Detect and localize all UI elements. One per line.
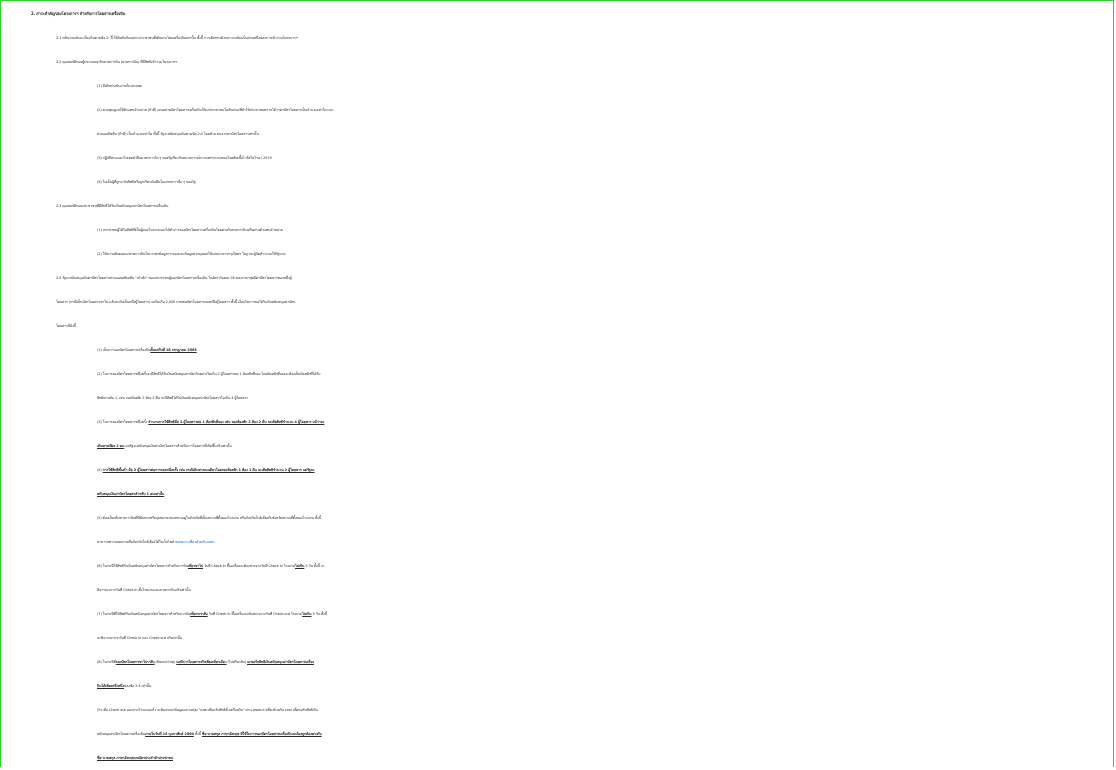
condition-7-text: (7) ในกรณีที่ใช้สิทธิรับเงินสนับสนุนค่าบัตรโดยสารสำหรับการบิน — [97, 612, 191, 616]
condition-2-line1: (2) ในการจองบัตรโดยสารหนึ่งครั้งจะมีสิทธิได้รับเงินสนับสนุนค่าบัตรโดยสารไม่เกิน 2 ผู้โดยสารต่อ 1 ห้องพักที่จอง โดยห้องพักที่จองจะต้องเป็นห้องพักที่ได้รับ — [97, 372, 321, 376]
document-body — [0, 2, 1112, 770]
clause-2-2: 2.2 คุณสมบัติของผู้ประกอบธุรกิจสายการบิน (สายการบิน) ที่มีสิทธิเข้าร่วมโครงการฯ — [56, 60, 178, 64]
condition-8-line2 — [0, 674, 1112, 698]
item-2-3-1: (1) ประชาชนผู้ได้รับสิทธิที่เป็นผู้จองโรงแรมและได้ทำการจองบัตรโดยสารเครื่องบินโดยตรงกับสายการบินหรือผ่านตัวแทนจำหน่าย — [97, 228, 283, 232]
section-heading: 2. สาระสำคัญของโครงการฯ สำหรับการโดยสารเครื่องบิน — [31, 11, 126, 16]
item-2-2-4: (4) ไม่เป็นผู้ที่ถูกระงับสิทธิหรือถูกเรียกเงินคืนในมาตรการอื่น ๆ ของรัฐ — [97, 180, 196, 184]
condition-3-tail: แต่รัฐจะสนับสนุนเงินค่าบัตรโดยสารสำหรับการโดยสารที่เกิดขึ้นจริงเท่านั้น — [124, 444, 232, 448]
item-2-2-2-line2: ค่าคอมมิชชั่น (ถ้ามี) เป็นจำนวนเท่าใด ทั้งนี้ รัฐจะสนับสนุนเงินตามข้อ 2.4 โดยคำนวณจากค่าบัตรโดยสารเท่านั้น — [97, 132, 259, 136]
condition-8-mid2: (ไปหรือกลับ) — [226, 660, 247, 664]
condition-8-oneway: แต่มีการโดยสารจริงเพียงเที่ยวเดียว — [176, 660, 227, 664]
condition-7-line2: จะพิจารณาจากวันที่ Check in และ Check out จริงเท่านั้น — [97, 636, 182, 640]
condition-3-emphasis-2: เดินทางเพียง 2 คน — [97, 444, 125, 448]
condition-8-tail: ของข้อ 2.4 เท่านั้น — [123, 684, 152, 688]
condition-4-emphasis: การใช้สิทธิขั้นต่ำ คือ 2 ผู้โดยสารต่อการจองหนึ่งครั้ง เช่น กรณีเดินทางคนเดียวโดยจองห้องพัก 1 ห้อง 1 คืน จะเสียสิทธิจำนวน 2 ผู้โดยสาร แต่รัฐจะ — [102, 468, 315, 472]
condition-9-id-card: ชื่อ-นามสกุล ภาษาอังกฤษบนบัตรประจำตัวประชาชน — [97, 756, 174, 760]
condition-4-emphasis-2: สนับสนุนเงินค่าบัตรโดยสาสำหรับ 1 คนเท่านั้น — [97, 492, 165, 496]
condition-7-mid: วันที่ Check in ขึ้นเครื่องจะต้องห่างจากวันที่ Check out โรงแรม — [207, 612, 303, 616]
item-2-2-2-line1: (2) ควบคุมดูแลให้ตัวแทนจำหน่าย (ถ้ามี) เสนอขายบัตรโดยสารเครื่องบินให้แก่ประชาชนในลักษณะที่ทำให้ประชาชนทราบได้ว่าค่าบัตรโดยสารเป็นจำนวนเท่าใด และ — [97, 108, 334, 112]
condition-6-line2: พิจารณาจากวันที่ Check in ทั้งโรงแรมและสายการบินจริงเท่านั้น — [97, 588, 191, 592]
condition-8-line1 — [0, 650, 1112, 674]
condition-6-limit: ไม่เกิน — [295, 564, 305, 568]
condition-9-mid: ทั้งนี้ — [193, 732, 202, 736]
condition-6-text: (6) ในกรณีใช้สิทธิรับเงินสนับสนุนค่าบัตรโดยสารสำหรับการบิน — [97, 564, 188, 568]
condition-9-line3 — [0, 746, 1112, 770]
website-link[interactable]: www.เราเที่ยวด้วยกัน.com — [175, 540, 215, 544]
condition-8-roundtrip: จองบัตรโดยสารขาไป-กลับ — [115, 660, 155, 664]
condition-3-line2 — [0, 434, 1112, 458]
condition-4-line1 — [0, 458, 1112, 482]
condition-8-claim: จะขอรับสิทธิเงินสนับสนุนค่าบัตรโดยสารเครื่อง — [247, 660, 314, 664]
item-2-3-2: (2) ให้ความยินยอมแก่สายการบินในการส่งข้อมูลการจองและข้อมูลส่วนบุคคลให้แก่ธนาคารกรุงไทยฯ ในฐานะผู้จัดทำระบบให้รัฐบาล — [97, 252, 286, 256]
condition-7-return: เที่ยวขากลับ — [190, 612, 208, 616]
condition-5-line1: (5) ต้องเป็นเส้นทางการบินที่มีต้นทางหรือจุดหมายปลายทางอยู่ในจังหวัดที่เป็นสถานที่ตั้งของโรงแรม หรือจังหวัดใกล้เคียงกับจังหวัดสถานที่ตั้งของโรงแรม ทั้งนี้ — [97, 516, 321, 520]
condition-3-text: (3) ในการจองบัตรโดยสารหนึ่งครั้ง — [97, 420, 149, 424]
condition-4-line2 — [0, 482, 1112, 506]
condition-5-line2 — [0, 530, 1112, 554]
condition-1 — [0, 338, 1112, 362]
condition-7-tail: 5 วัน ทั้งนี้ — [311, 612, 327, 616]
condition-3-line1 — [0, 410, 1112, 434]
condition-8-half: บินได้เพียงครึ่งหนึ่ง — [97, 684, 124, 688]
clause-2-4-line2: โดยสาร (กรณีเป็นบัตรโดยสารขาไป-กลับจะนับเป็นหนึ่งผู้โดยสาร) แต่ไม่เกิน 2,000 บาทต่อบัตรโดยสารของหนึ่งผู้โดยสาร ทั้งนี้ เงื่อนไขการขอได้รับเงินสนับสนุนค่าบัตร — [56, 300, 296, 304]
condition-9-line2 — [0, 722, 1112, 746]
condition-9-text: สนับสนุนค่าบัตรโดยสารเครื่องบิน — [97, 732, 146, 736]
clause-2-3: 2.3 คุณสมบัติของประชาชนที่มีสิทธิได้รับเงินสนับสนุนค่าบัตรโดยสารเครื่องบิน — [56, 204, 169, 208]
condition-1-text: (1) เป็นการจองบัตรโดยสารเครื่องบิน — [97, 348, 151, 352]
condition-6-line1 — [0, 554, 1112, 578]
condition-6-mid: วันที่ Check in ขึ้นเครื่องจะต้องห่างจากวันที่ Check in โรงแรม — [203, 564, 296, 568]
condition-7-limit: ไม่เกิน — [302, 612, 312, 616]
condition-6-tail: 5 วัน ทั้งนี้ จะ — [304, 564, 325, 568]
clause-2-4-line1: 2.4 รัฐจะสนับสนุนเงินค่าบัตรโดยสารผ่านแอปพลิเคชั่น “เป๋าตัง” ของประชาชนผู้จองบัตรโดยสารเครื่องบิน ในอัตราร้อยละ 40 ของราคาสุทธิค่าบัตรโดยสารของหนึ่งผู้ — [56, 276, 292, 280]
condition-5-text: สามารถตรวจสอบรายชื่อจังหวัดใกล้เคียงได้ในเว็บไซต์ — [97, 540, 176, 544]
condition-7-line1 — [0, 602, 1112, 626]
condition-9-line1: (9) เมื่อ Check out ออกจากโรงแรมแล้ว จะต้องกรอกข้อมูลและกดปุ่ม “ลงทะเบียนรับสิทธิตั๋วเครื่องบิน” ผ่าน www.เราเที่ยวด้วยกัน.com เพื่อขอรับสิทธิเงิน — [97, 708, 318, 712]
condition-8-mid1: (Round trip) — [154, 660, 177, 664]
condition-3-emphasis: จำนวนการใช้สิทธิคือ 2 ผู้โดยสารต่อ 1 ห้องพักที่จอง เช่น จองห้องพัก 2 ห้อง 2 คืน จะเสียสิทธิจำนวน 4 ผู้โดยสาร แม้ว่าจะ — [148, 420, 325, 424]
clause-2-1: 2.1 หลักเกณฑ์และเงื่อนไขตามข้อ 2. นี้ ใช้บังคับกับเฉพาะประชาชนที่เดินทางโดยเครื่องบินเท่านั้น ทั้งนี้ การเดินทางดังกล่าวจะต้องเป็นส่วนหนึ่งของการเข้าร่วมโครงการฯ — [56, 36, 298, 40]
clause-2-4-line3: โดยสารมีดังนี้ — [56, 324, 76, 328]
condition-1-emphasis: ตั้งแต่วันที่ 18 กรกฎาคม 2563 — [150, 348, 197, 352]
condition-9-deadline: ภายในวันที่ 15 กุมภาพันธ์ 2564 — [145, 732, 194, 736]
item-2-2-3: (3) ปฏิบัติตามและไม่เคยฝ่าฝืนมาตรการใด ๆ ของรัฐเกี่ยวกับสถานการณ์การแพร่ระบาดของโรคติดเชื้อไวรัสโคโรนา 2019 — [97, 156, 272, 160]
condition-8-text: (8) ในกรณีที่ — [97, 660, 116, 664]
condition-2-line2: สิทธิตามข้อ 1. เช่น จองห้องพัก 2 ห้อง 2 คืน จะมีสิทธิได้รับเงินสนับสนุนค่าบัตรโดยสารไม่เกิน 4 ผู้โดยสาร — [97, 396, 248, 400]
item-2-2-1: (1) มีเส้นทางบินภายในประเทศ — [97, 84, 142, 88]
condition-6-outbound: เที่ยวขาไป — [187, 564, 203, 568]
condition-4-number: (4) — [97, 468, 103, 472]
condition-9-name-rule: ชื่อ-นามสกุล ภาษาอังกฤษ ที่ใช้ในการจองบัตรโดยสารเครื่องบินจะต้องถูกต้องตรงกับ — [201, 732, 322, 736]
